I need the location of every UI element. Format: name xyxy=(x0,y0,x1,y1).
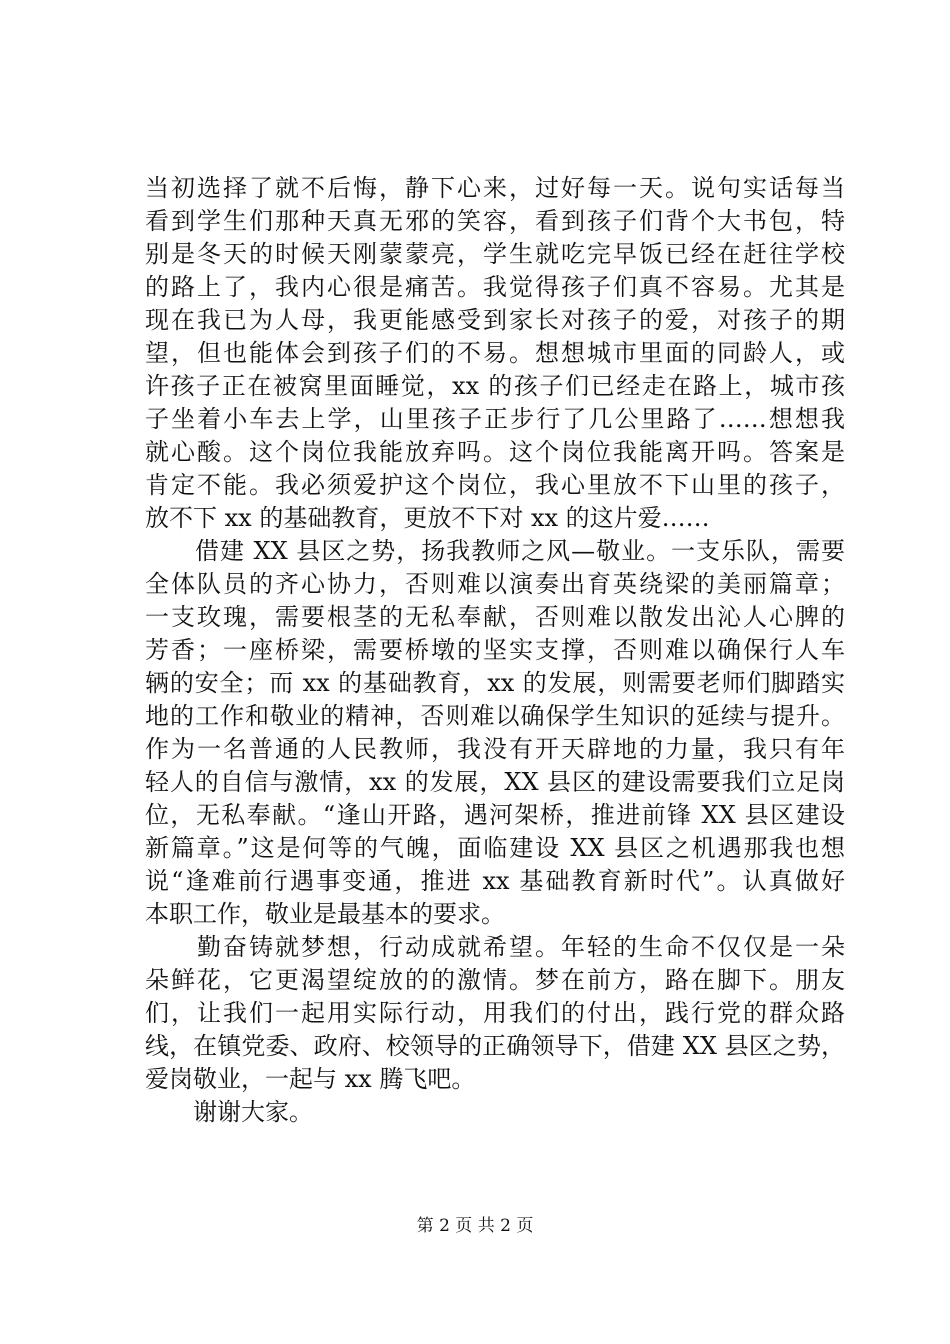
text-line: 爱岗敬业，一起与 xx 腾飞吧。 xyxy=(145,1065,476,1093)
text-line: 借建 XX 县区之势，扬我教师之风—敬业。一支乐队，需要 xyxy=(145,537,845,565)
paragraph xyxy=(145,931,845,1096)
text-line: 的路上了，我内心很是痛苦。我觉得孩子们真不容易。尤其是 xyxy=(145,273,845,301)
text-line: 线，在镇党委、政府、校领导的正确领导下，借建 XX 县区之势， xyxy=(145,1032,845,1060)
text-line: 肯定不能。我必须爱护这个岗位，我心里放不下山里的孩子， xyxy=(145,471,845,499)
text-line: 们，让我们一起用实际行动，用我们的付出，践行党的群众路 xyxy=(145,999,845,1027)
text-line: 作为一名普通的人民教师，我没有开天辟地的力量，我只有年 xyxy=(145,735,845,763)
text-line: 别是冬天的时候天刚蒙蒙亮，学生就吃完早饭已经在赶往学校 xyxy=(145,240,845,268)
text-line: 当初选择了就不后悔，静下心来，过好每一天。说句实话每当 xyxy=(145,174,845,202)
text-line: 辆的安全；而 xx 的基础教育，xx 的发展，则需要老师们脚踏实 xyxy=(145,669,845,697)
text-line: 放不下 xx 的基础教育，更放不下对 xx 的这片爱…… xyxy=(145,504,710,532)
text-line: 说“逢难前行遇事变通，推进 xx 基础教育新时代”。认真做好 xyxy=(145,867,845,895)
text-line: 朵鲜花，它更渴望绽放的的激情。梦在前方，路在脚下。朋友 xyxy=(145,966,845,994)
paragraph xyxy=(145,1096,845,1129)
text-line: 许孩子正在被窝里面睡觉，xx 的孩子们已经走在路上，城市孩 xyxy=(145,372,845,400)
text-line: 一支玫瑰，需要根茎的无私奉献，否则难以散发出沁人心脾的 xyxy=(145,603,845,631)
text-line: 位，无私奉献。“逢山开路，遇河架桥，推进前锋 XX 县区建设 xyxy=(145,801,845,829)
document-body xyxy=(145,172,845,1129)
page-footer: 第 2 页 共 2 页 xyxy=(416,1216,534,1236)
text-line: 轻人的自信与激情，xx 的发展，XX 县区的建设需要我们立足岗 xyxy=(145,768,845,796)
text-line: 勤奋铸就梦想，行动成就希望。年轻的生命不仅仅是一朵 xyxy=(145,933,845,961)
text-line: 全体队员的齐心协力，否则难以演奏出育英绕梁的美丽篇章； xyxy=(145,570,845,598)
text-line: 望，但也能体会到孩子们的不易。想想城市里面的同龄人，或 xyxy=(145,339,845,367)
text-line: 谢谢大家。 xyxy=(145,1098,313,1126)
text-line: 就心酸。这个岗位我能放弃吗。这个岗位我能离开吗。答案是 xyxy=(145,438,845,466)
paragraph xyxy=(145,535,845,931)
text-line: 地的工作和敬业的精神，否则难以确保学生知识的延续与提升。 xyxy=(145,702,845,730)
text-line: 子坐着小车去上学，山里孩子正步行了几公里路了……想想我 xyxy=(145,405,845,433)
text-line: 看到学生们那种天真无邪的笑容，看到孩子们背个大书包，特 xyxy=(145,207,845,235)
text-line: 本职工作，敬业是最基本的要求。 xyxy=(145,900,505,928)
text-line: 新篇章。”这是何等的气魄，面临建设 XX 县区之机遇那我也想 xyxy=(145,834,845,862)
text-line: 芳香；一座桥梁，需要桥墩的坚实支撑，否则难以确保行人车 xyxy=(145,636,845,664)
paragraph xyxy=(145,172,845,535)
text-line: 现在我已为人母，我更能感受到家长对孩子的爱，对孩子的期 xyxy=(145,306,845,334)
